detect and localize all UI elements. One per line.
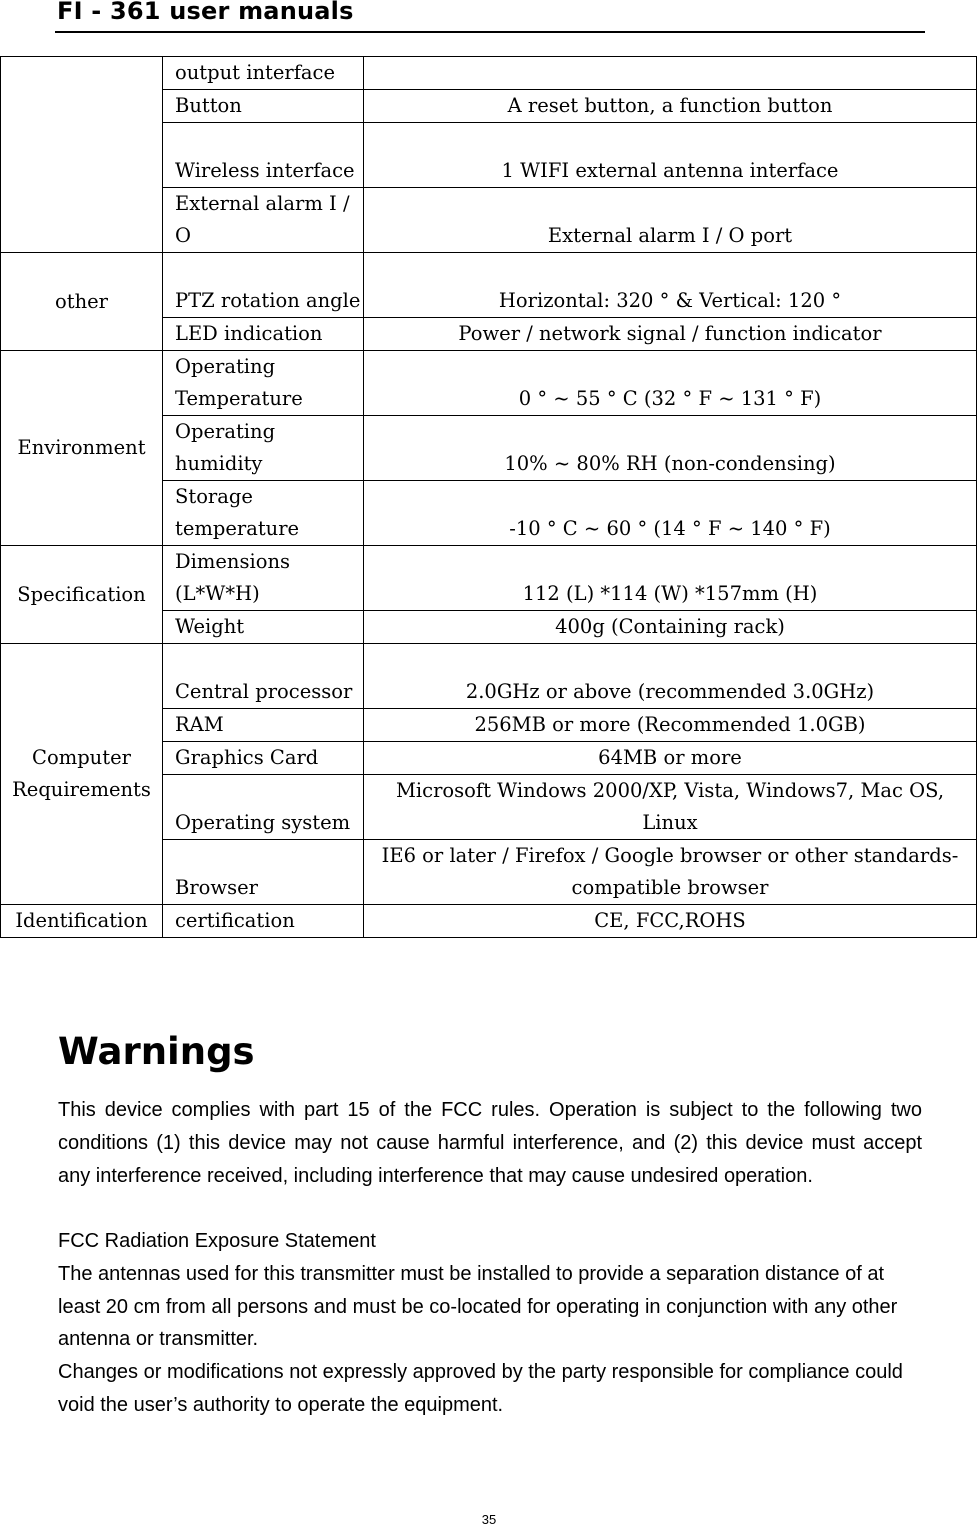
category-cell: Identification	[1, 905, 163, 938]
spec-value-cell: 112 (L) *114 (W) *157mm (H)	[364, 546, 977, 611]
radiation-statement-heading: FCC Radiation Exposure Statement	[58, 1230, 376, 1252]
spec-value-cell: A reset button, a function button	[364, 90, 977, 123]
category-cell: Specification	[1, 546, 163, 644]
spec-value-cell: 256MB or more (Recommended 1.0GB)	[364, 709, 977, 742]
category-cell: Computer Requirements	[1, 644, 163, 905]
spec-name-cell: Button	[163, 90, 364, 123]
spec-value-cell: 10% ~ 80% RH (non-condensing)	[364, 416, 977, 481]
spec-value-cell: Horizontal: 320 ° & Vertical: 120 °	[364, 253, 977, 318]
spec-name-cell: Wireless interface	[163, 123, 364, 188]
spec-name-cell: LED indication	[163, 318, 364, 351]
spec-name-cell: certification	[163, 905, 364, 938]
table-row	[1, 644, 977, 709]
spec-name-cell: PTZ rotation angle	[163, 253, 364, 318]
specification-table	[0, 56, 977, 938]
spec-value-cell: -10 ° C ~ 60 ° (14 ° F ~ 140 ° F)	[364, 481, 977, 546]
table-row	[1, 57, 977, 90]
table-row	[1, 351, 977, 416]
spec-name-cell: Storage temperature	[163, 481, 364, 546]
category-cell: other	[1, 253, 163, 351]
table-row	[1, 546, 977, 611]
spec-name-cell: output interface	[163, 57, 364, 90]
spec-name-cell: Operating system	[163, 775, 364, 840]
spec-name-cell: Browser	[163, 840, 364, 905]
spec-value-cell: Power / network signal / function indicator	[364, 318, 977, 351]
radiation-statement-text: The antennas used for this transmitter must be installed to provide a separation distance of at least 20 cm from all persons and must be co-located for operating in conjunction with any other antenna or transmitter.	[58, 1262, 898, 1351]
modification-warning-text: Changes or modifications not expressly approved by the party responsible for compliance could void the user’s authority to operate the equipment.	[58, 1361, 903, 1416]
spec-value-cell: Microsoft Windows 2000/XP, Vista, Windows7, Mac OS, Linux	[364, 775, 977, 840]
category-cell: Environment	[1, 351, 163, 546]
spec-name-cell: Weight	[163, 611, 364, 644]
spec-name-cell: Dimensions (L*W*H)	[163, 546, 364, 611]
document-header-title: FI - 361 user manuals	[57, 0, 354, 25]
spec-name-cell: RAM	[163, 709, 364, 742]
spec-value-cell: 400g (Containing rack)	[364, 611, 977, 644]
spec-name-cell: External alarm I / O	[163, 188, 364, 253]
warnings-heading: Warnings	[58, 1030, 255, 1073]
header-divider	[55, 31, 925, 33]
spec-value-cell: IE6 or later / Firefox / Google browser or other standards-compatible browser	[364, 840, 977, 905]
page-number: 35	[481, 1512, 497, 1527]
spec-name-cell: Operating humidity	[163, 416, 364, 481]
spec-value-cell: External alarm I / O port	[364, 188, 977, 253]
fcc-compliance-text: This device complies with part 15 of the FCC rules. Operation is subject to the following two conditions (1) this device may not cause harmful interference, and (2) this device must accept any interference received, including interference that may cause undesired operation.	[58, 1099, 922, 1187]
table-row	[1, 253, 977, 318]
table-row	[1, 905, 977, 938]
category-cell	[1, 57, 163, 253]
spec-value-cell	[364, 57, 977, 90]
spec-value-cell: 64MB or more	[364, 742, 977, 775]
spec-value-cell: 1 WIFI external antenna interface	[364, 123, 977, 188]
spec-name-cell: Operating Temperature	[163, 351, 364, 416]
spec-value-cell: 2.0GHz or above (recommended 3.0GHz)	[364, 644, 977, 709]
spec-name-cell: Central processor	[163, 644, 364, 709]
spec-value-cell: CE, FCC,ROHS	[364, 905, 977, 938]
spec-value-cell: 0 ° ~ 55 ° C (32 ° F ~ 131 ° F)	[364, 351, 977, 416]
radiation-statement-section	[58, 1225, 922, 1422]
spec-name-cell: Graphics Card	[163, 742, 364, 775]
fcc-compliance-paragraph	[58, 1094, 922, 1192]
